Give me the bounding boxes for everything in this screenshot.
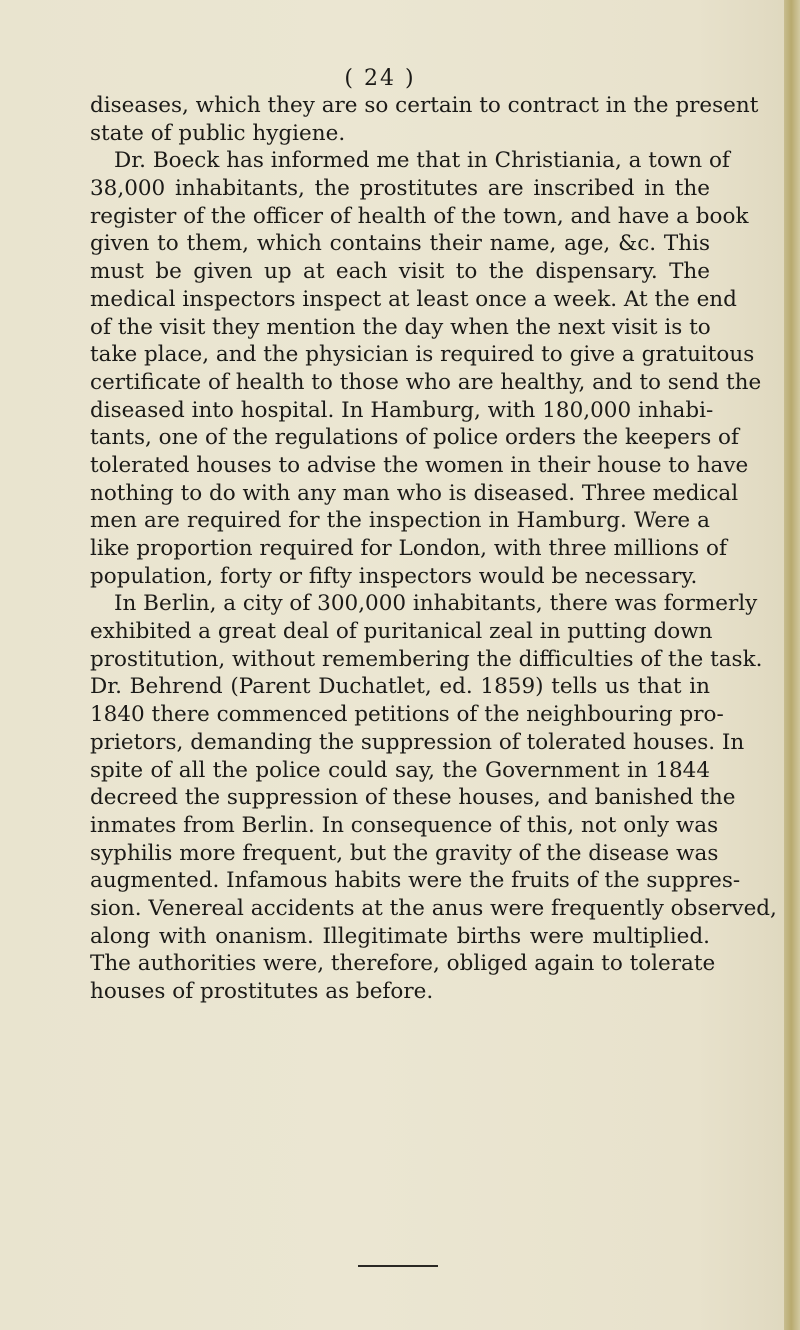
text-line: medical inspectors inspect at least once a week. At the end: [90, 286, 737, 312]
text-line: diseased into hospital. In Hamburg, with 180,000 inhabi-: [90, 397, 714, 423]
text-line: like proportion required for London, with three millions of: [90, 536, 727, 561]
text-line: certificate of health to those who are healthy, and to send the: [90, 369, 762, 395]
text-line: syphilis more frequent, but the gravity of the disease was: [90, 840, 719, 866]
text-line: tants, one of the regulations of police orders the keepers of: [90, 425, 739, 451]
text-line: decreed the suppression of these houses, and banished the: [90, 785, 736, 811]
text-line: augmented. Infamous habits were the fruits of the suppres-: [90, 868, 741, 894]
text-line: take place, and the physician is required to give a gratuitous: [90, 342, 755, 368]
section-divider: [358, 1265, 438, 1267]
text-line: prietors, demanding the suppression of tolerated houses. In: [90, 729, 745, 755]
text-line: state of public hygiene.: [90, 120, 346, 146]
text-line: In Berlin, a city of 300,000 inhabitants, there was formerly: [114, 591, 758, 617]
text-line: 1840 there commenced petitions of the neighbouring pro-: [90, 702, 724, 728]
text-line: Dr. Boeck has informed me that in Christiania, a town of: [114, 148, 730, 174]
paragraph: [90, 147, 762, 590]
text-line: population, forty or fifty inspectors would be necessary.: [90, 563, 698, 589]
text-line: spite of all the police could say, the Government in 1844: [90, 757, 710, 783]
text-line: given to them, which contains their name, age, &c. This: [90, 231, 710, 257]
text-line: register of the officer of health of the town, and have a book: [90, 203, 749, 229]
text-line: prostitution, without remembering the difficulties of the task.: [90, 646, 763, 672]
page-number: ( 24 ): [344, 66, 416, 91]
text-line: Dr. Behrend (Parent Duchatlet, ed. 1859) tells us that in: [90, 674, 710, 700]
text-line: tolerated houses to advise the women in their house to have: [90, 452, 749, 478]
page-edge: [784, 0, 800, 1330]
text-line: exhibited a great deal of puritanical zeal in putting down: [90, 619, 713, 645]
text-line: men are required for the inspection in Hamburg. Were a: [90, 508, 710, 534]
paragraph: [90, 92, 759, 147]
text-line: must be given up at each visit to the dispensary. The: [90, 259, 710, 285]
text-line: of the visit they mention the day when the next visit is to: [90, 314, 711, 340]
text-line: inmates from Berlin. In consequence of this, not only was: [90, 812, 719, 838]
text-line: along with onanism. Illegitimate births were multiplied.: [90, 923, 710, 949]
text-line: nothing to do with any man who is diseased. Three medical: [90, 480, 739, 506]
text-line: sion. Venereal accidents at the anus were frequently observed,: [90, 895, 777, 921]
text-line: houses of prostitutes as before.: [90, 979, 434, 1004]
text-line: diseases, which they are so certain to contract in the present: [90, 93, 759, 118]
paragraph: [90, 590, 777, 1005]
body-text: [90, 92, 777, 1006]
text-line: 38,000 inhabitants, the prostitutes are inscribed in the: [90, 176, 710, 202]
text-line: The authorities were, therefore, obliged again to tolerate: [90, 951, 716, 977]
